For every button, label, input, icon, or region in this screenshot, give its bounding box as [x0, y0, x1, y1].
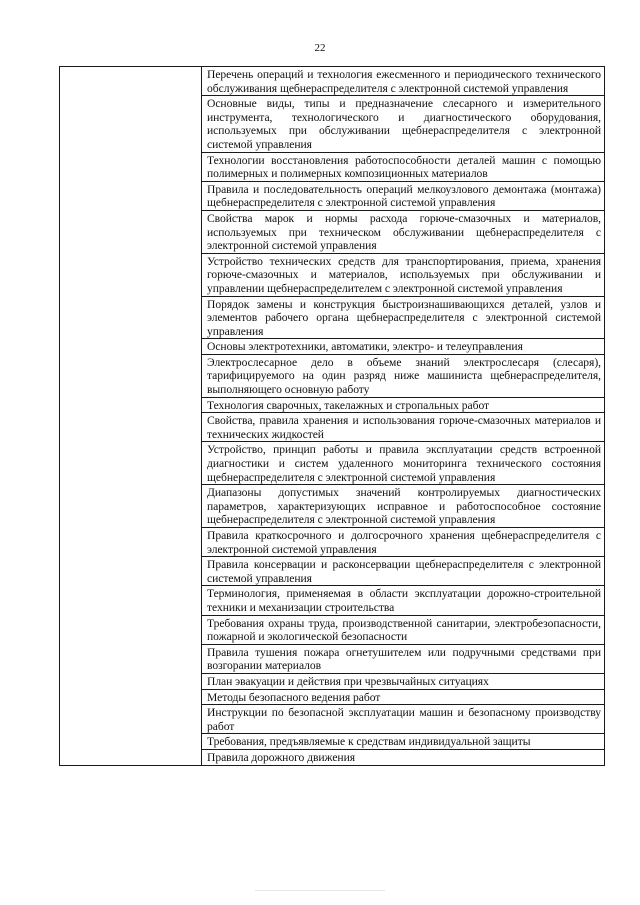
requirement-text: Устройство, принцип работы и правила эксплуатации средств встроенной диагностики и систем удаленного мониторинга технического состояния щебнераспределителя с электронной системой управления: [207, 443, 601, 484]
table-cell: [202, 615, 605, 644]
table-cell: [202, 296, 605, 339]
table-cell: [202, 152, 605, 181]
table-cell: [202, 339, 605, 355]
table-cell: [202, 734, 605, 750]
table-cell: [202, 442, 605, 485]
requirement-text: Технологии восстановления работоспособности деталей машин с помощью полимерных и полимерных композиционных материалов: [207, 153, 601, 181]
page-number: 22: [314, 42, 326, 54]
requirement-text: Правила дорожного движения: [207, 750, 356, 764]
table-cell: [202, 96, 605, 152]
requirement-text: Требования охраны труда, производственной санитарии, электробезопасности, пожарной и экологической безопасности: [207, 616, 601, 644]
table-row: [60, 67, 605, 96]
table-cell: [202, 210, 605, 253]
requirement-text: Основы электротехники, автоматики, электро- и телеуправления: [207, 340, 523, 354]
table-cell: [202, 413, 605, 442]
requirement-text: Правила краткосрочного и долгосрочного хранения щебнераспределителя с электронной системой управления: [207, 529, 601, 556]
requirement-text: Основные виды, типы и предназначение слесарного и измерительного инструмента, технологического и диагностического оборудования, используемых при обслуживании щебнераспределителя с электронной системой управления: [207, 97, 601, 151]
requirement-text: Устройство технических средств для транспортирования, приема, хранения горюче-смазочных и материалов, используемых при обслуживании и управлении щебнераспределителем с электронной системой управления: [207, 254, 601, 295]
requirement-text: Терминология, применяемая в области эксплуатации дорожно-строительной техники и механизации строительства: [207, 587, 601, 614]
requirement-text: Электрослесарное дело в объеме знаний электрослесаря (слесаря), тарифицируемого на один разряд ниже машиниста щебнераспределителя, выполняющего основную работу: [207, 355, 601, 397]
table-cell: [202, 557, 605, 586]
requirement-text: Порядок замены и конструкция быстроизнашивающихся деталей, узлов и элементов рабочего органа щебнераспределителя с электронной системой управления: [207, 297, 601, 338]
requirement-text: Свойства марок и нормы расхода горюче-смазочных и материалов, используемых при техническом обслуживании щебнераспределителя с электронной системой управления: [207, 211, 601, 253]
table-cell: [202, 673, 605, 689]
table-cell: [202, 354, 605, 397]
requirement-text: Перечень операций и технология ежесменного и периодического технического обслуживания щебнераспределителя с электронной системой управления: [207, 68, 601, 95]
requirement-text: Технология сварочных, такелажных и стропальных работ: [207, 398, 490, 412]
requirement-text: План эвакуации и действия при чрезвычайных ситуациях: [207, 674, 489, 688]
table-cell: [202, 705, 605, 734]
requirement-text: Правила консервации и расконсервации щебнераспределителя с электронной системой управления: [207, 558, 601, 585]
table-cell: [202, 67, 605, 96]
table-cell: [202, 181, 605, 210]
label-cell: [60, 67, 202, 766]
requirement-text: Правила и последовательность операций мелкоузлового демонтажа (монтажа) щебнераспределителя с электронной системой управления: [207, 182, 601, 210]
table-cell: [202, 397, 605, 413]
table-cell: [202, 644, 605, 673]
table-cell: [202, 586, 605, 615]
knowledge-table: [59, 66, 605, 766]
requirement-text: Диапазоны допустимых значений контролируемых диагностических параметров, характеризующих исправное и работоспособное состояние щебнераспределителя с электронной системой управления: [207, 486, 601, 527]
table-cell: [202, 485, 605, 528]
scan-edge-mark: [255, 890, 385, 891]
table-cell: [202, 253, 605, 296]
requirement-text: Требования, предъявляемые к средствам индивидуальной защиты: [207, 735, 531, 749]
requirement-text: Свойства, правила хранения и использования горюче-смазочных материалов и технических жидкостей: [207, 414, 601, 441]
table-cell: [202, 528, 605, 557]
requirement-text: Правила тушения пожара огнетушителем или подручными средствами при возгорании материалов: [207, 645, 601, 673]
requirement-text: Инструкции по безопасной эксплуатации машин и безопасному производству работ: [207, 706, 601, 733]
table-cell: [202, 749, 605, 765]
requirement-text: Методы безопасного ведения работ: [207, 690, 381, 704]
table-cell: [202, 689, 605, 705]
